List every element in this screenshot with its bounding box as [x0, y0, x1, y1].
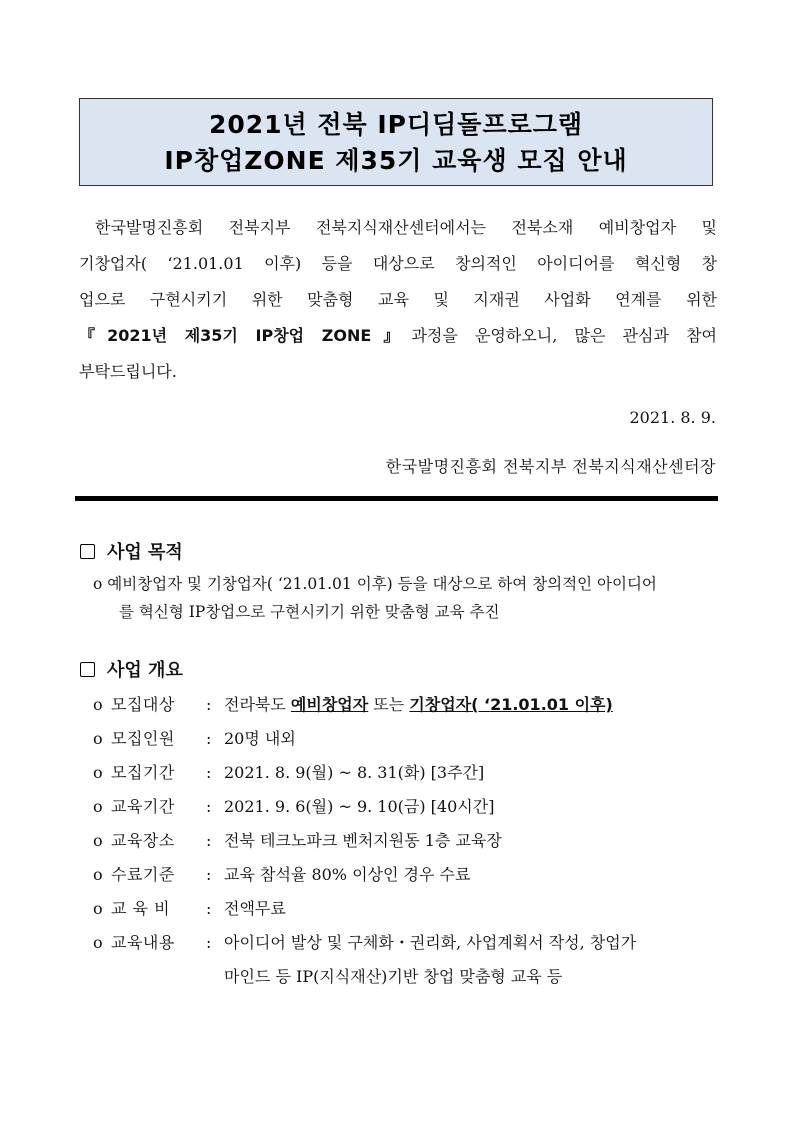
intro-line: 기창업자( ‘21.01.01 이후) 등을 대상으로 창의적인 아이디어를 혁신형 창	[79, 254, 717, 273]
list-item: o 교육기간 : 2021. 9. 6(월) ~ 9. 10(금) [40시간]	[93, 797, 495, 816]
date: 2021. 8. 9.	[629, 408, 716, 427]
intro-line	[79, 318, 717, 354]
list-item: o 교육장소 : 전북 테크노파크 벤처지원동 1층 교육장	[93, 831, 502, 850]
intro-paragraph	[79, 210, 717, 390]
bullet-line: o 예비창업자 및 기창업자( ‘21.01.01 이후) 등을 대상으로 하여 창의적인 아이디어	[93, 575, 657, 593]
intro-line: 업으로 구현시키기 위한 맞춤형 교육 및 지재권 사업화 연계를 위한	[79, 290, 717, 309]
list-item: o 교 육 비 : 전액무료	[93, 899, 286, 918]
list-item: o 모집인원 : 20명 내외	[93, 729, 296, 748]
divider	[75, 496, 718, 501]
overview-list	[93, 688, 723, 994]
title-line-2: IP창업ZONE 제35기 교육생 모집 안내	[164, 146, 628, 175]
title-line-1: 2021년 전북 IP디딤돌프로그램	[208, 110, 584, 139]
intro-line: 부탁드립니다.	[79, 362, 177, 381]
highlight-text: 기창업자( ‘21.01.01 이후)	[409, 695, 613, 714]
section-title: 사업 개요	[107, 660, 183, 681]
section-heading-overview	[80, 656, 183, 682]
signature: 한국발명진흥회 전북지부 전북지식재산센터장	[385, 457, 716, 476]
title-box	[79, 98, 713, 186]
intro-line: 한국발명진흥회 전북지부 전북지식재산센터에서는 전북소재 예비창업자 및	[95, 218, 717, 237]
section-title: 사업 목적	[107, 542, 183, 563]
checkbox-icon	[80, 544, 95, 559]
purpose-bullet	[93, 570, 718, 626]
list-item: o 모집대상 : 전라북도 예비창업자 또는 기창업자( ‘21.01.01 이후)	[93, 695, 613, 714]
list-item: o 교육내용 : 아이디어 발상 및 구체화・권리화, 사업계획서 작성, 창업가	[93, 933, 637, 952]
checkbox-icon	[80, 662, 95, 677]
section-heading-purpose	[80, 538, 183, 564]
intro-line-rest: 과정을 운영하오니, 많은 관심과 참여	[411, 326, 717, 345]
program-name: 『2021년 제35기 IP창업 ZONE』	[79, 326, 412, 345]
list-item: o 모집기간 : 2021. 8. 9(월) ~ 8. 31(화) [3주간]	[93, 763, 485, 782]
bullet-line: 를 혁신형 IP창업으로 구현시키기 위한 맞춤형 교육 추진	[119, 603, 500, 621]
list-item: o 수료기준 : 교육 참석율 80% 이상인 경우 수료	[93, 865, 471, 884]
list-item-continuation: 마인드 등 IP(지식재산)기반 창업 맞춤형 교육 등	[224, 967, 563, 986]
highlight-text: 예비창업자	[290, 695, 369, 714]
